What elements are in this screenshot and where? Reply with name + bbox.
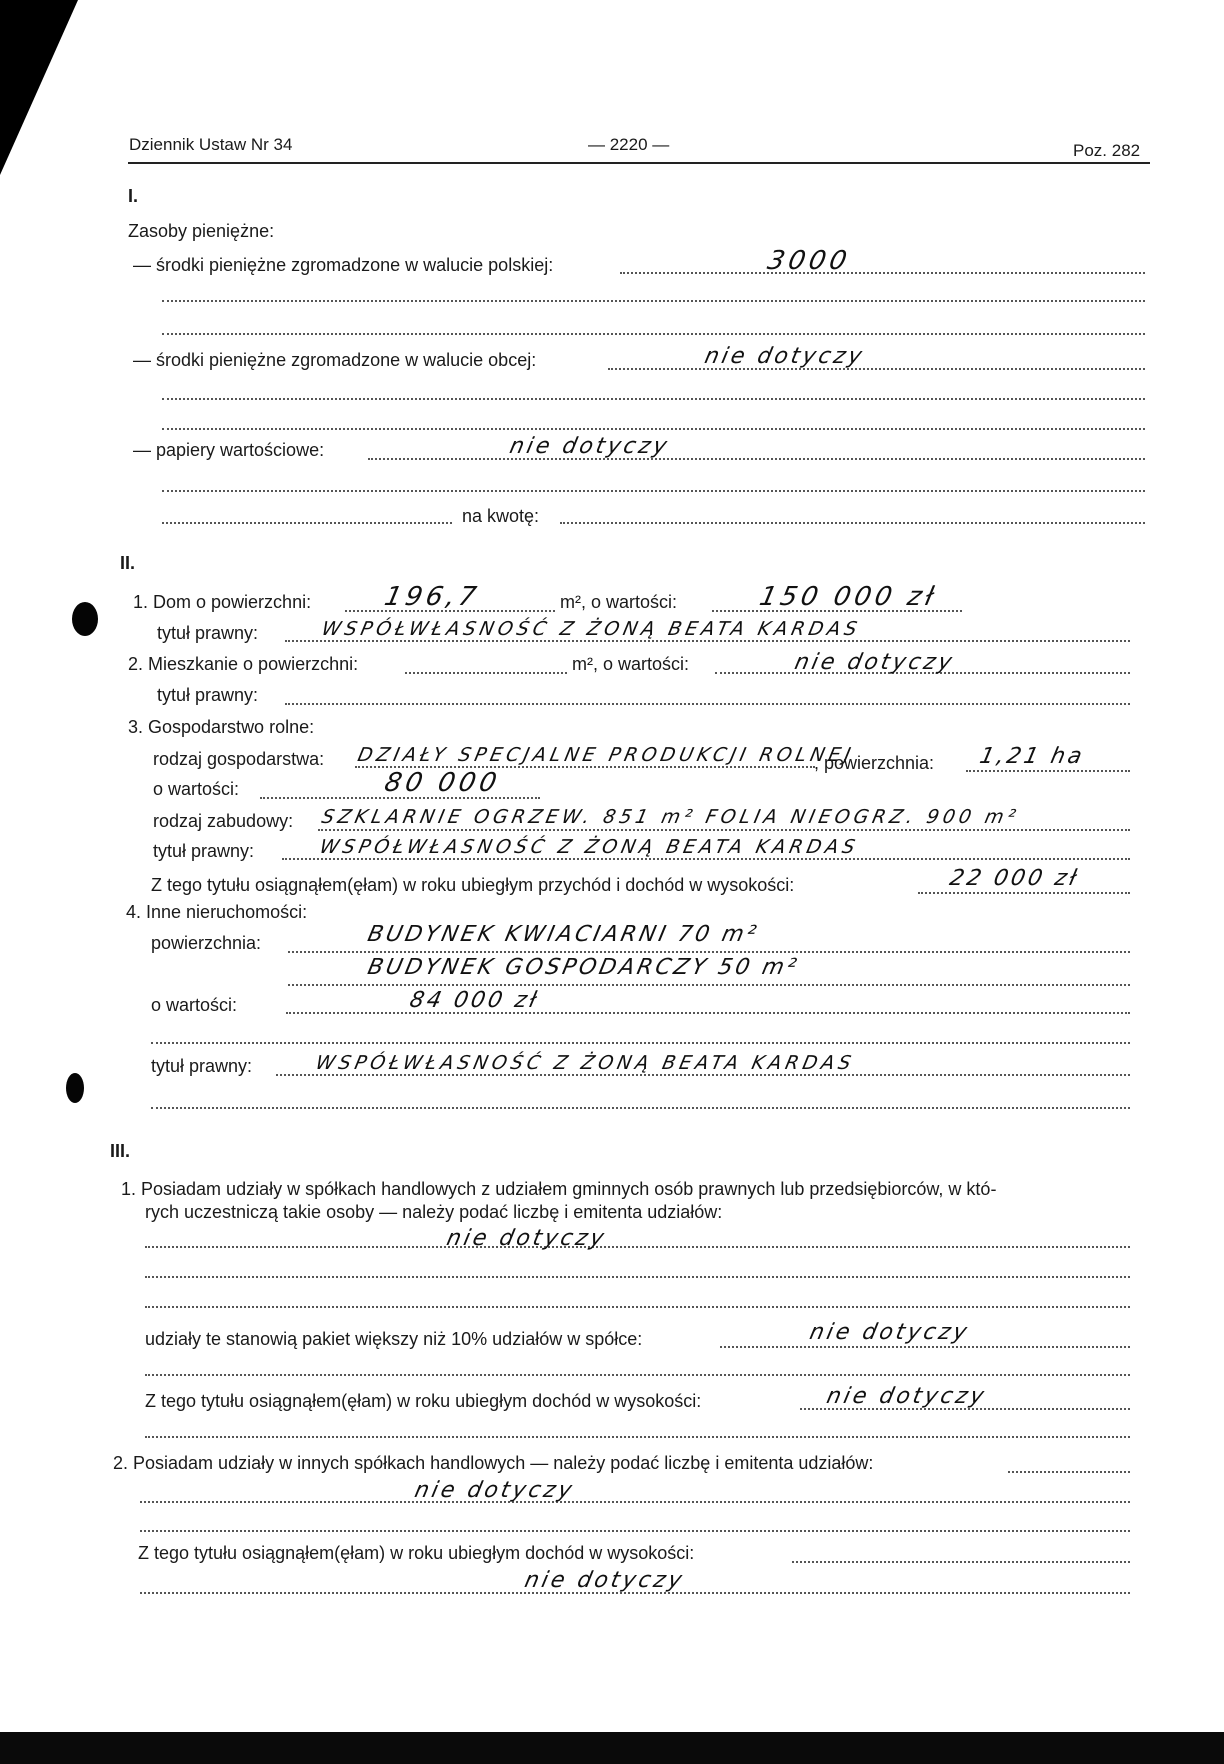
farm-buildings-value: SZKLARNIE OGRZEW. 851 m² FOLIA NIEOGRZ. 900 m² bbox=[319, 806, 1022, 828]
section-2-label: II. bbox=[120, 553, 136, 573]
other-area-value-1: BUDYNEK KWIACIARNI 70 m² bbox=[365, 922, 762, 947]
house-area-unit: m², o wartości: bbox=[560, 592, 678, 612]
farm-type-value: DZIAŁY SPECJALNE PRODUKCJI ROLNEJ bbox=[355, 744, 857, 766]
flat-title-label: tytuł prawny: bbox=[157, 685, 259, 705]
header-rule bbox=[128, 162, 1150, 164]
fill-line bbox=[162, 522, 452, 524]
polish-currency-value: 3000 bbox=[764, 246, 854, 276]
other-title-label: tytuł prawny: bbox=[151, 1056, 253, 1076]
journal-title: Dziennik Ustaw Nr 34 bbox=[129, 135, 293, 154]
scan-corner-shadow bbox=[0, 0, 80, 180]
shares-text-line-2: rych uczestniczą takie osoby — należy podać liczbę i emitenta udziałów: bbox=[145, 1202, 723, 1222]
farm-title-label: tytuł prawny: bbox=[153, 841, 255, 861]
fill-line bbox=[145, 1436, 1130, 1438]
fill-line bbox=[140, 1530, 1130, 1532]
fill-line bbox=[1008, 1471, 1130, 1473]
flat-area-unit: m², o wartości: bbox=[572, 654, 690, 674]
section-1-label: I. bbox=[128, 186, 139, 206]
house-label: 1. Dom o powierzchni: bbox=[133, 592, 312, 612]
fill-line bbox=[162, 428, 1145, 430]
section-3-label: III. bbox=[110, 1141, 131, 1161]
fill-line bbox=[288, 951, 1130, 953]
income-2-label: Z tego tytułu osiągnąłem(ęłam) w roku ubiegłym dochód w wysokości: bbox=[138, 1543, 695, 1563]
package-label: udziały te stanowią pakiet większy niż 10% udziałów w spółce: bbox=[145, 1329, 643, 1349]
foreign-currency-value: nie dotyczy bbox=[702, 344, 867, 369]
fill-line bbox=[145, 1276, 1130, 1278]
fill-line bbox=[151, 1042, 1130, 1044]
shares-text-line-1: 1. Posiadam udziały w spółkach handlowych z udziałem gminnych osób prawnych lub przedsiębiorców, w któ- bbox=[121, 1179, 997, 1199]
farm-title-value: WSPÓŁWŁASNOŚĆ Z ŻONĄ BEATA KARDAS bbox=[317, 836, 861, 858]
fill-line bbox=[720, 1346, 1130, 1348]
fill-line bbox=[285, 640, 1130, 642]
securities-label: — papiery wartościowe: bbox=[133, 440, 325, 460]
other-shares-value: nie dotyczy bbox=[412, 1478, 577, 1503]
fill-line bbox=[608, 368, 1145, 370]
fill-line bbox=[405, 672, 567, 674]
farm-buildings-label: rodzaj zabudowy: bbox=[153, 811, 294, 831]
fill-line bbox=[368, 458, 1145, 460]
polish-currency-label: — środki pieniężne zgromadzone w walucie polskiej: bbox=[133, 255, 554, 275]
other-area-value-2: BUDYNEK GOSPODARCZY 50 m² bbox=[365, 955, 802, 980]
flat-label: 2. Mieszkanie o powierzchni: bbox=[128, 654, 359, 674]
other-title-value: WSPÓŁWŁASNOŚĆ Z ŻONĄ BEATA KARDAS bbox=[313, 1052, 857, 1074]
fill-line bbox=[145, 1374, 1130, 1376]
other-value-label: o wartości: bbox=[151, 995, 238, 1015]
fill-line bbox=[140, 1501, 1130, 1503]
fill-line bbox=[162, 300, 1145, 302]
farm-income-label: Z tego tytułu osiągnąłem(ęłam) w roku ubiegłym przychód i dochód w wysokości: bbox=[151, 875, 795, 895]
punch-hole-mark bbox=[66, 1073, 84, 1103]
fill-line bbox=[560, 522, 1145, 524]
flat-value: nie dotyczy bbox=[792, 650, 957, 675]
amount-label: na kwotę: bbox=[462, 506, 540, 526]
fill-line bbox=[620, 272, 1145, 274]
other-shares-label: 2. Posiadam udziały w innych spółkach handlowych — należy podać liczbę i emitenta udziałów: bbox=[113, 1453, 874, 1473]
fill-line bbox=[792, 1561, 1130, 1563]
fill-line bbox=[318, 829, 1130, 831]
fill-line bbox=[151, 1107, 1130, 1109]
package-value: nie dotyczy bbox=[807, 1320, 972, 1345]
other-value: 84 000 zł bbox=[407, 988, 542, 1013]
income-1-value: nie dotyczy bbox=[824, 1384, 989, 1409]
foreign-currency-label: — środki pieniężne zgromadzone w walucie obcej: bbox=[133, 350, 537, 370]
fill-line bbox=[145, 1306, 1130, 1308]
farm-area-value: 1,21 ha bbox=[977, 744, 1088, 769]
section-1-title: Zasoby pieniężne: bbox=[128, 221, 275, 241]
fill-line bbox=[966, 770, 1130, 772]
fill-line bbox=[285, 703, 1130, 705]
position-number: Poz. 282 bbox=[1073, 141, 1141, 160]
farm-area-label: , powierzchnia: bbox=[814, 753, 935, 773]
income-2-value: nie dotyczy bbox=[522, 1568, 687, 1593]
fill-line bbox=[162, 490, 1145, 492]
shares-value: nie dotyczy bbox=[444, 1226, 609, 1251]
farm-type-label: rodzaj gospodarstwa: bbox=[153, 749, 325, 769]
fill-line bbox=[918, 892, 1130, 894]
fill-line bbox=[162, 398, 1145, 400]
securities-value: nie dotyczy bbox=[507, 434, 672, 459]
fill-line bbox=[145, 1246, 1130, 1248]
farm-value-label: o wartości: bbox=[153, 779, 240, 799]
punch-hole-mark bbox=[72, 602, 98, 636]
fill-line bbox=[282, 858, 1130, 860]
farm-value: 80 000 bbox=[381, 768, 504, 798]
other-property-label: 4. Inne nieruchomości: bbox=[126, 902, 308, 922]
income-1-label: Z tego tytułu osiągnąłem(ęłam) w roku ubiegłym dochód w wysokości: bbox=[145, 1391, 702, 1411]
house-area-value: 196,7 bbox=[381, 582, 483, 612]
farm-label: 3. Gospodarstwo rolne: bbox=[128, 717, 315, 737]
house-title-label: tytuł prawny: bbox=[157, 623, 259, 643]
house-value: 150 000 zł bbox=[756, 582, 941, 612]
other-area-label: powierzchnia: bbox=[151, 933, 262, 953]
house-title-value: WSPÓŁWŁASNOŚĆ Z ŻONĄ BEATA KARDAS bbox=[319, 618, 863, 640]
scan-bottom-shadow bbox=[0, 1732, 1224, 1764]
fill-line bbox=[162, 333, 1145, 335]
farm-income-value: 22 000 zł bbox=[947, 866, 1082, 891]
page-number: — 2220 — bbox=[588, 135, 670, 154]
fill-line bbox=[288, 984, 1130, 986]
fill-line bbox=[276, 1074, 1130, 1076]
